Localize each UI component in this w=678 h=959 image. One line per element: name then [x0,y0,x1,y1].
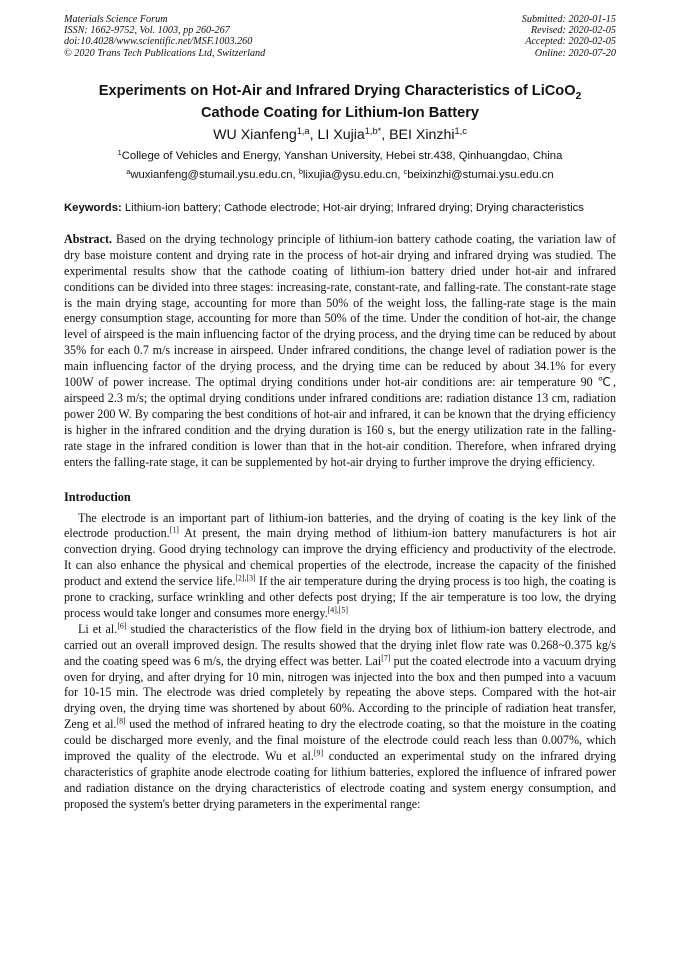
abstract [64,232,616,471]
author-emails: $^a$wuxianfeng@stumail.ysu.edu.cn, $^b$lixujia@ysu.edu.cn, $^c$beixinzhi@stumai.ysu.edu.cn [126,166,554,181]
accepted-date: Accepted: 2020-02-05 [525,36,616,48]
issn-line: ISSN: 1662-9752, Vol. 1003, pp 260-267 [64,25,230,37]
author-name: LI Xujia [317,126,365,143]
revised-date: Revised: 2020-02-05 [530,25,616,37]
author-list: WU Xianfeng$^{1,a}$, LI Xujia$^{1,b*}$, BEI Xinzhi$^{1,c}$ [213,125,467,143]
citation[interactable]: [8] [116,716,126,726]
copyright-line: © 2020 Trans Tech Publications Ltd, Switzerland [64,47,266,59]
email-link[interactable]: beixinzhi@stumai.ysu.edu.cn [407,168,554,181]
keywords [64,201,616,215]
doi-line: doi:10.4028/www.scientific.net/MSF.1003.260 [64,36,253,48]
citation[interactable]: [9] [313,748,324,758]
intro-paragraph-1: The electrode is an important part of lithium-ion batteries, and the drying of coating is the key link of the electrode production.[1] At present, the main drying method of lithium-ion battery manufacturers is hot air convection drying. Good drying technology can improve the drying efficiency and productivity of the electrode. It can also enhance the physical and chemical properties of the electrode, increase the capacity of the finished product and extend the service life.[2],[3] If the air temperature during the drying process is too high, the coating is prone to cracking, surface wrinkling and other defects post drying; If the air temperature is too low, the drying process would take longer and consumes more energy.[4],[5] [64,510,617,620]
author-name: WU Xianfeng [213,126,297,143]
submitted-date: Submitted: 2020-01-15 [521,14,616,25]
citation[interactable]: [4],[5] [327,605,348,615]
affiliation: $^1$College of Vehicles and Energy, Yanshan University, Hebei str.438, Qinhuangdao, China [117,147,563,162]
email-link[interactable]: lixujia@ysu.edu.cn, [302,168,404,181]
author-name: BEI Xinzhi [389,126,455,143]
journal-info [64,14,265,59]
abstract-text: Based on the drying technology principle of lithium-ion battery cathode coating, the variation law of dry base moisture content and drying rate in the process of hot-air drying and infrared drying was studied. The experimental results show that the cathode coating of lithium-ion battery dried under hot-air and infrared conditions can be divided into three stages: increasing-rate, constant-rate, and falling-rate. The constant-rate stage is the main drying stage, accounting for more than 50% of the weight loss, the falling-rate stage is the main energy consumption stage, accounting for more than 50% of the time. Under the condition of hot-air, the change level of airspeed is the main influencing factor of the drying process, and the drying time can be reduced by about 35% for each 0.7 m/s increase in airspeed. Under infrared conditions, the change level of radiation power is the main influencing factor of the drying process, and the drying time can be reduced by about 34.1% for every 100W of power increase. The optimal drying conditions under hot-air conditions are: air temperature 90 ℃, airspeed 2.3 m/s; the optimal drying conditions under infrared conditions are: radiation distance 13 cm, radiation power 200 W. By comparing the best conditions of hot-air and infrared, it can be known that the drying efficiency is higher in the infrared condition and the drying duration is 160 s, but the energy utilization rate in the falling-rate stage in the infrared condition is lower than that in the hot-air condition. Therefore, when infrared drying enters the falling-rate stage, it can be supplemented by hot-air drying to further improve the drying efficiency. [64,231,616,469]
citation[interactable]: [7] [381,653,391,663]
email-link[interactable]: wuxianfeng@stumail.ysu.edu.cn, [130,168,299,181]
citation[interactable]: [6] [117,621,127,631]
title-line-2: Cathode Coating for Lithium-Ion Battery [200,105,480,122]
paper-page [64,14,616,813]
author-sup: 1,a [296,125,310,136]
introduction-heading: Introduction [64,489,131,504]
author-sup: 1,b* [364,125,382,136]
keywords-label: Keywords: [64,201,122,214]
journal-header [64,14,616,59]
publication-dates [522,14,616,59]
title-line-1: Experiments on Hot-Air and Infrared Drying Characteristics of LiCoO$_2$ [98,82,582,102]
paper-title [64,83,616,123]
online-date: Online: 2020-07-20 [534,47,616,59]
abstract-label: Abstract. [64,231,113,246]
keywords-text: Lithium-ion battery; Cathode electrode; Hot-air drying; Infrared drying; Drying characteristics [121,201,584,214]
author-sup: 1,c [454,125,467,136]
journal-name: Materials Science Forum [64,14,168,25]
title-subscript: 2 [575,90,582,102]
citation[interactable]: [2],[3] [235,573,256,583]
intro-paragraph-2: Li et al.[6] studied the characteristics of the flow field in the drying box of lithium-ion battery electrode, and carried out an overall improved design. The results showed that the drying inlet flow rate was 0.268~0.375 kg/s and the coating speed was 6 m/s, the drying effect was better. Lai[7] put the coated electrode into a vacuum drying oven for drying, and after drying for 10 min, nitrogen was injected into the box and then pumped into a vacuum for 10-15 min. The electrode was dried completely by repeating the above steps. Compared with the hot-air drying oven, the drying time was shortened by about 60%. According to the principle of radiation heat transfer, Zeng et al.[8] used the method of infrared heating to dry the electrode coating, so that the moisture in the coating could be discharged more evenly, and the final moisture of the electrode could reach less than 0.007%, which improved the quality of the electrode. Wu et al.[9] conducted an experimental study on the infrared drying characteristics of graphite anode electrode coating for lithium batteries, explored the influence of infrared power and radiation distance on the drying characteristics of electrode coating and system energy consumption, and proposed the system's better drying parameters in the experimental range: [64,621,616,811]
citation[interactable]: [1] [169,526,179,536]
